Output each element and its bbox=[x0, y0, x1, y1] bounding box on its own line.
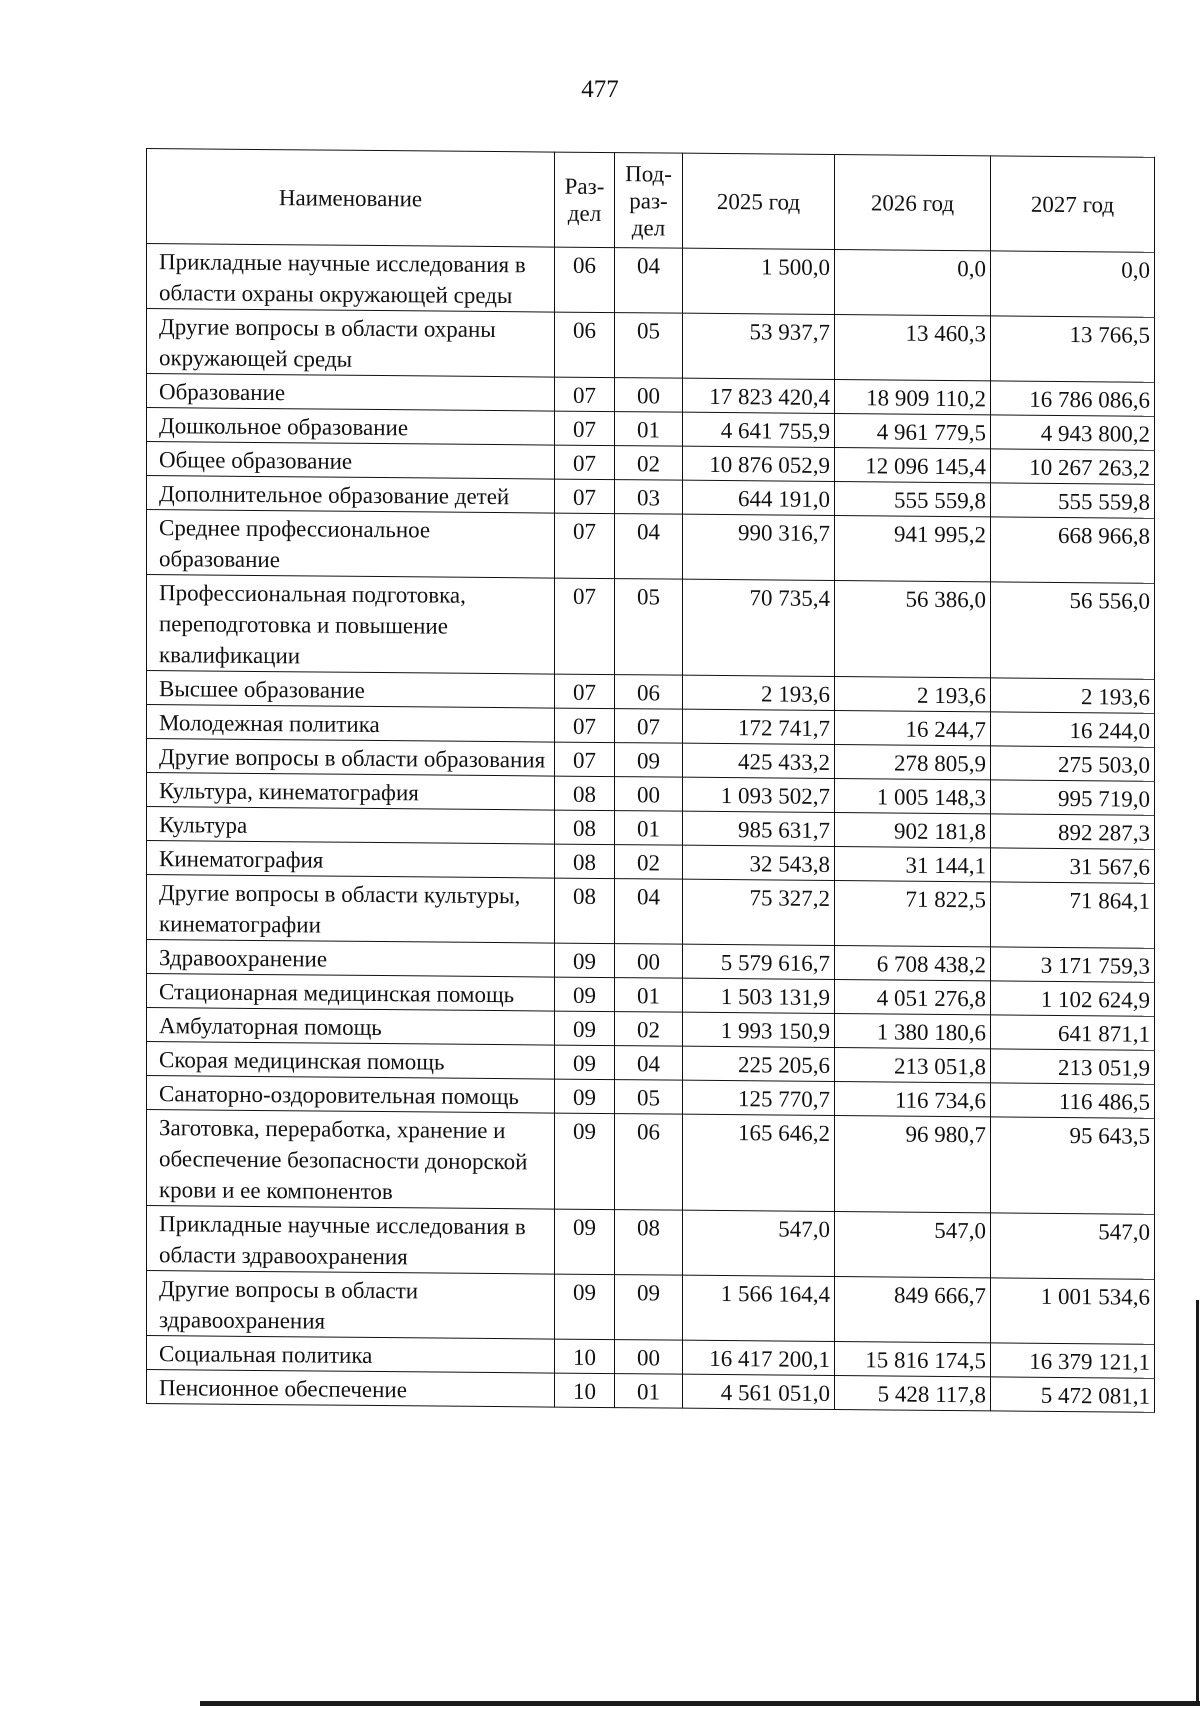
cell-name: Культура bbox=[147, 807, 555, 845]
cell-section: 08 bbox=[555, 810, 615, 845]
header-subsection bbox=[615, 153, 683, 249]
cell-name: Образование bbox=[147, 374, 555, 412]
cell-2026: 941 995,2 bbox=[835, 516, 991, 582]
cell-2027: 31 567,6 bbox=[991, 848, 1155, 883]
cell-2026: 849 666,7 bbox=[835, 1277, 991, 1343]
header-row bbox=[147, 149, 1155, 253]
cell-2027: 116 486,5 bbox=[991, 1083, 1155, 1118]
cell-section: 06 bbox=[555, 312, 615, 378]
cell-subsection: 02 bbox=[615, 446, 683, 481]
cell-2025: 225 205,6 bbox=[683, 1046, 835, 1081]
cell-name: Среднее профессиональное образование bbox=[147, 510, 555, 579]
cell-2026: 902 181,8 bbox=[835, 813, 991, 848]
cell-section: 09 bbox=[555, 1045, 615, 1080]
cell-2027: 213 051,9 bbox=[991, 1049, 1155, 1084]
cell-2025: 16 417 200,1 bbox=[683, 1340, 835, 1375]
cell-subsection: 09 bbox=[615, 743, 683, 778]
cell-2025: 1 093 502,7 bbox=[683, 777, 835, 812]
cell-2025: 32 543,8 bbox=[683, 845, 835, 880]
cell-name: Другие вопросы в области здравоохранения bbox=[147, 1271, 555, 1340]
cell-2027: 892 287,3 bbox=[991, 814, 1155, 849]
cell-subsection: 00 bbox=[615, 944, 683, 979]
cell-name: Стационарная медицинская помощь bbox=[147, 974, 555, 1012]
cell-section: 07 bbox=[555, 411, 615, 446]
cell-2025: 172 741,7 bbox=[683, 709, 835, 744]
cell-subsection: 01 bbox=[615, 811, 683, 846]
cell-name: Профессиональная подготовка, переподготовка и повышение квалификации bbox=[147, 575, 555, 675]
scan-right-edge bbox=[1196, 1300, 1199, 1705]
cell-2025: 53 937,7 bbox=[683, 313, 835, 379]
cell-2026: 96 980,7 bbox=[835, 1116, 991, 1213]
cell-2027: 56 556,0 bbox=[991, 582, 1155, 679]
cell-subsection: 00 bbox=[615, 378, 683, 413]
cell-2025: 1 503 131,9 bbox=[683, 978, 835, 1013]
cell-subsection: 08 bbox=[615, 1210, 683, 1276]
cell-2027: 16 786 086,6 bbox=[991, 381, 1155, 416]
cell-section: 07 bbox=[555, 445, 615, 480]
cell-2026: 56 386,0 bbox=[835, 581, 991, 678]
cell-section: 09 bbox=[555, 1209, 615, 1275]
cell-2025: 1 993 150,9 bbox=[683, 1012, 835, 1047]
cell-subsection: 01 bbox=[615, 978, 683, 1013]
cell-name: Социальная политика bbox=[147, 1336, 555, 1374]
cell-2025: 17 823 420,4 bbox=[683, 378, 835, 413]
cell-name: Другие вопросы в области охраны окружающей среды bbox=[147, 309, 555, 378]
cell-2025: 4 641 755,9 bbox=[683, 412, 835, 447]
cell-2026: 1 005 148,3 bbox=[835, 779, 991, 814]
header-year-2027: 2027 год bbox=[991, 156, 1155, 252]
cell-section: 09 bbox=[555, 977, 615, 1012]
cell-2025: 75 327,2 bbox=[683, 879, 835, 945]
cell-section: 09 bbox=[555, 1079, 615, 1114]
budget-table bbox=[146, 148, 1155, 1413]
cell-2027: 3 171 759,3 bbox=[991, 947, 1155, 982]
table-header bbox=[147, 149, 1155, 253]
cell-2027: 13 766,5 bbox=[991, 316, 1155, 382]
header-section bbox=[555, 152, 615, 248]
cell-name: Культура, кинематография bbox=[147, 773, 555, 811]
cell-2025: 425 433,2 bbox=[683, 743, 835, 778]
cell-2025: 1 500,0 bbox=[683, 248, 835, 314]
cell-2027: 547,0 bbox=[991, 1213, 1155, 1279]
cell-2025: 644 191,0 bbox=[683, 480, 835, 515]
cell-subsection: 02 bbox=[615, 1012, 683, 1047]
cell-section: 07 bbox=[555, 742, 615, 777]
cell-2026: 4 961 779,5 bbox=[835, 414, 991, 449]
cell-section: 06 bbox=[555, 247, 615, 313]
cell-2027: 668 966,8 bbox=[991, 517, 1155, 583]
header-year-2025: 2025 год bbox=[683, 153, 835, 249]
header-section-label: Раз- дел bbox=[564, 173, 605, 226]
cell-2025: 2 193,6 bbox=[683, 675, 835, 710]
cell-name: Дошкольное образование bbox=[147, 408, 555, 446]
cell-2026: 5 428 117,8 bbox=[835, 1376, 991, 1411]
cell-name: Высшее образование bbox=[147, 671, 555, 709]
cell-2027: 95 643,5 bbox=[991, 1117, 1155, 1214]
cell-name: Молодежная политика bbox=[147, 705, 555, 743]
cell-section: 07 bbox=[555, 377, 615, 412]
cell-subsection: 05 bbox=[615, 1080, 683, 1115]
cell-2026: 13 460,3 bbox=[835, 315, 991, 381]
cell-2027: 995 719,0 bbox=[991, 780, 1155, 815]
cell-name: Другие вопросы в области культуры, кинематографии bbox=[147, 875, 555, 944]
header-name: Наименование bbox=[147, 149, 555, 248]
cell-section: 10 bbox=[555, 1373, 615, 1408]
cell-2025: 985 631,7 bbox=[683, 811, 835, 846]
cell-2026: 15 816 174,5 bbox=[835, 1342, 991, 1377]
cell-subsection: 04 bbox=[615, 248, 683, 314]
cell-subsection: 05 bbox=[615, 579, 683, 676]
cell-section: 07 bbox=[555, 578, 615, 675]
page-number: 477 bbox=[581, 76, 619, 103]
cell-2025: 10 876 052,9 bbox=[683, 446, 835, 481]
cell-section: 09 bbox=[555, 1011, 615, 1046]
cell-2027: 0,0 bbox=[991, 251, 1155, 317]
cell-section: 07 bbox=[555, 513, 615, 579]
cell-name: Другие вопросы в области образования bbox=[147, 739, 555, 777]
cell-subsection: 07 bbox=[615, 709, 683, 744]
cell-name: Пенсионное обеспечение bbox=[147, 1370, 555, 1408]
cell-2026: 18 909 110,2 bbox=[835, 380, 991, 415]
table-row bbox=[147, 244, 1155, 318]
cell-2026: 278 805,9 bbox=[835, 745, 991, 780]
cell-name: Прикладные научные исследования в области здравоохранения bbox=[147, 1206, 555, 1275]
cell-section: 09 bbox=[555, 1274, 615, 1340]
cell-name: Амбулаторная помощь bbox=[147, 1008, 555, 1046]
cell-name: Кинематография bbox=[147, 841, 555, 879]
cell-2027: 71 864,1 bbox=[991, 882, 1155, 948]
cell-name: Заготовка, переработка, хранение и обеспечение безопасности донорской крови и ее компонентов bbox=[147, 1110, 555, 1210]
cell-name: Здравоохранение bbox=[147, 940, 555, 978]
cell-2026: 12 096 145,4 bbox=[835, 448, 991, 483]
cell-section: 09 bbox=[555, 1113, 615, 1210]
cell-subsection: 05 bbox=[615, 313, 683, 379]
cell-2026: 31 144,1 bbox=[835, 847, 991, 882]
cell-section: 07 bbox=[555, 479, 615, 514]
table-row bbox=[147, 875, 1155, 949]
cell-2027: 10 267 263,2 bbox=[991, 449, 1155, 484]
cell-subsection: 01 bbox=[615, 1374, 683, 1409]
cell-2026: 6 708 438,2 bbox=[835, 946, 991, 981]
cell-2025: 5 579 616,7 bbox=[683, 944, 835, 979]
header-year-2026: 2026 год bbox=[835, 155, 991, 251]
cell-2026: 1 380 180,6 bbox=[835, 1014, 991, 1049]
table-row bbox=[147, 1110, 1155, 1215]
cell-2025: 70 735,4 bbox=[683, 579, 835, 676]
cell-2027: 5 472 081,1 bbox=[991, 1377, 1155, 1412]
cell-2026: 71 822,5 bbox=[835, 881, 991, 947]
cell-subsection: 06 bbox=[615, 675, 683, 710]
table-row bbox=[147, 1271, 1155, 1345]
cell-2025: 125 770,7 bbox=[683, 1080, 835, 1115]
cell-section: 07 bbox=[555, 708, 615, 743]
cell-subsection: 00 bbox=[615, 1340, 683, 1375]
cell-2026: 2 193,6 bbox=[835, 677, 991, 712]
cell-2025: 1 566 164,4 bbox=[683, 1275, 835, 1341]
cell-2027: 641 871,1 bbox=[991, 1015, 1155, 1050]
cell-2025: 547,0 bbox=[683, 1210, 835, 1276]
cell-2026: 213 051,8 bbox=[835, 1048, 991, 1083]
table-row bbox=[147, 309, 1155, 383]
cell-section: 09 bbox=[555, 943, 615, 978]
cell-2027: 16 244,0 bbox=[991, 712, 1155, 747]
cell-2026: 4 051 276,8 bbox=[835, 980, 991, 1015]
cell-name: Общее образование bbox=[147, 442, 555, 480]
cell-section: 08 bbox=[555, 878, 615, 944]
cell-subsection: 01 bbox=[615, 412, 683, 447]
cell-2027: 275 503,0 bbox=[991, 746, 1155, 781]
cell-subsection: 04 bbox=[615, 1046, 683, 1081]
header-subsection-label: Под- раз- дел bbox=[625, 160, 672, 241]
cell-name: Санаторно-оздоровительная помощь bbox=[147, 1076, 555, 1114]
cell-2027: 2 193,6 bbox=[991, 678, 1155, 713]
cell-2026: 555 559,8 bbox=[835, 482, 991, 517]
cell-section: 07 bbox=[555, 674, 615, 709]
table-body bbox=[147, 244, 1155, 1413]
cell-2027: 4 943 800,2 bbox=[991, 415, 1155, 450]
cell-name: Дополнительное образование детей bbox=[147, 476, 555, 514]
cell-2025: 990 316,7 bbox=[683, 514, 835, 580]
cell-section: 08 bbox=[555, 844, 615, 879]
cell-subsection: 09 bbox=[615, 1275, 683, 1341]
cell-2025: 165 646,2 bbox=[683, 1114, 835, 1211]
cell-2026: 16 244,7 bbox=[835, 711, 991, 746]
cell-2026: 547,0 bbox=[835, 1212, 991, 1278]
table-row bbox=[147, 575, 1155, 680]
cell-section: 10 bbox=[555, 1339, 615, 1374]
cell-2026: 116 734,6 bbox=[835, 1082, 991, 1117]
cell-name: Прикладные научные исследования в области охраны окружающей среды bbox=[147, 244, 555, 313]
cell-2027: 16 379 121,1 bbox=[991, 1343, 1155, 1378]
cell-subsection: 04 bbox=[615, 514, 683, 580]
cell-2025: 4 561 051,0 bbox=[683, 1374, 835, 1409]
cell-section: 08 bbox=[555, 776, 615, 811]
cell-2027: 1 102 624,9 bbox=[991, 981, 1155, 1016]
cell-name: Скорая медицинская помощь bbox=[147, 1042, 555, 1080]
cell-subsection: 03 bbox=[615, 480, 683, 515]
scan-bottom-edge bbox=[200, 1701, 1200, 1706]
cell-2026: 0,0 bbox=[835, 250, 991, 316]
cell-subsection: 04 bbox=[615, 879, 683, 945]
cell-2027: 1 001 534,6 bbox=[991, 1278, 1155, 1344]
table-row bbox=[147, 510, 1155, 584]
cell-subsection: 06 bbox=[615, 1114, 683, 1211]
cell-2027: 555 559,8 bbox=[991, 483, 1155, 518]
cell-subsection: 02 bbox=[615, 845, 683, 880]
table-row bbox=[147, 1206, 1155, 1280]
cell-subsection: 00 bbox=[615, 777, 683, 812]
